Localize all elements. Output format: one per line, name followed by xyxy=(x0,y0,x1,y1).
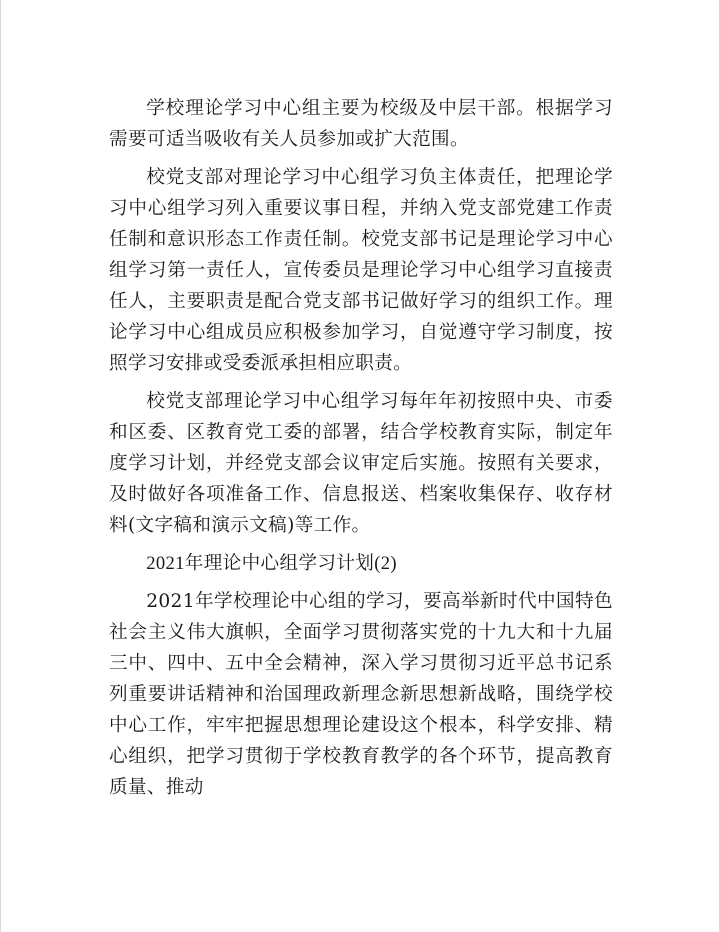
document-body xyxy=(109,93,613,803)
paragraph-study-goals: 2021年学校理论中心组的学习，要高举新时代中国特色社会主义伟大旗帜，全面学习贯彻落实党的十九大和十九届三中、四中、五中全会精神，深入学习贯彻习近平总书记系列重要讲话精神和治国理政新理念新思想新战略，围绕学校中心工作，牢牢把握思想理论建设这个根本，科学安排、精心组织，把学习贯彻于学校教育教学的各个环节，提高教育质量、推动 xyxy=(109,591,613,798)
paragraph-responsibility: 校党支部对理论学习中心组学习负主体责任，把理论学习中心组学习列入重要议事日程，并纳入党支部党建工作责任制和意识形态工作责任制。校党支部书记是理论学习中心组学习第一责任人，宣传委员是理论学习中心组学习直接责任人，主要职责是配合党支部书记做好学习的组织工作。理论学习中心组成员应积极参加学习，自觉遵守学习制度，按照学习安排或受委派承担相应职责。 xyxy=(109,167,613,374)
paragraph-membership: 学校理论学习中心组主要为校级及中层干部。根据学习需要可适当吸收有关人员参加或扩大范围。 xyxy=(109,98,613,150)
paragraph-annual-plan: 校党支部理论学习中心组学习每年年初按照中央、市委和区委、区教育党工委的部署，结合学校教育实际，制定年度学习计划，并经党支部会议审定后实施。按照有关要求，及时做好各项准备工作、信息报送、档案收集保存、收存材料(文字稿和演示文稿)等工作。 xyxy=(109,391,613,536)
section-heading: 2021年理论中心组学习计划(2) xyxy=(146,553,397,574)
